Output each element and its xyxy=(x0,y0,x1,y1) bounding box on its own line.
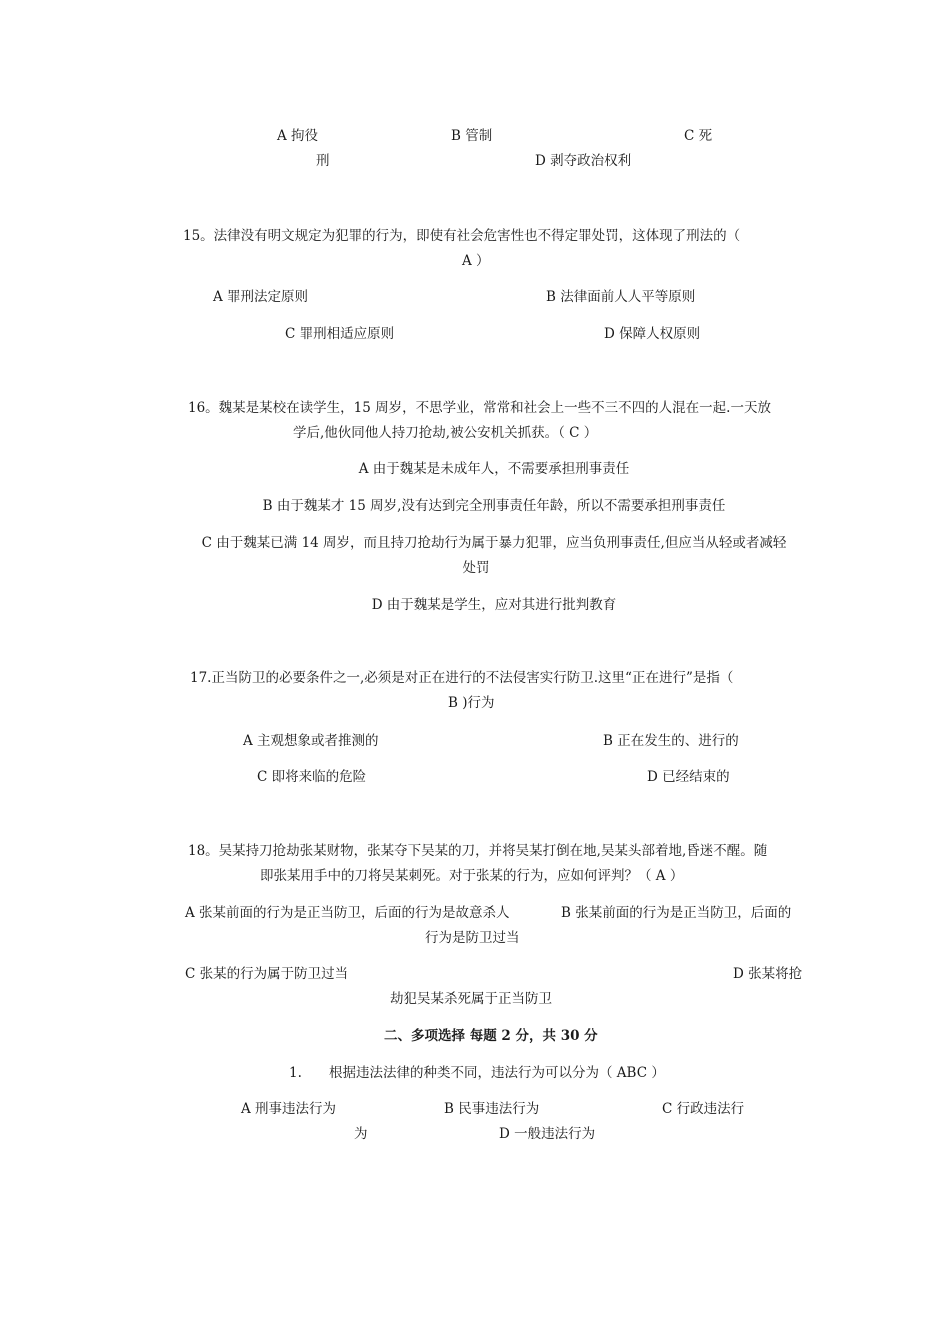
q18-option-d: D 张某将抢 xyxy=(733,966,803,982)
q16-stem-cont: 学后,他伙同他人持刀抢劫,被公安机关抓获。（ C ） xyxy=(293,425,598,441)
q16-option-c-cont: 处罚 xyxy=(462,560,490,576)
q14-option-b: B 管制 xyxy=(451,128,493,144)
section-heading-multiple-choice: 二、多项选择 每题 2 分，共 30 分 xyxy=(384,1028,598,1044)
q17-option-a: A 主观想象或者推测的 xyxy=(243,733,379,749)
q14-option-c: C 死 xyxy=(684,128,713,144)
q15-option-c: C 罪刑相适应原则 xyxy=(285,326,395,342)
q18-option-b: B 张某前面的行为是正当防卫，后面的 xyxy=(561,905,792,921)
mq1-option-d: D 一般违法行为 xyxy=(499,1126,596,1142)
q17-stem: 17.正当防卫的必要条件之一,必须是对正在进行的不法侵害实行防卫.这里“正在进行”是指（ xyxy=(190,670,734,686)
mq1-option-b: B 民事违法行为 xyxy=(444,1101,540,1117)
mq1-option-c: C 行政违法行 xyxy=(662,1101,745,1117)
mq1-number: 1. xyxy=(289,1065,302,1081)
q17-answer: B )行为 xyxy=(448,695,495,711)
q18-option-b-cont: 行为是防卫过当 xyxy=(425,930,520,946)
q15-option-b: B 法律面前人人平等原则 xyxy=(546,289,696,305)
q18-option-c: C 张某的行为属于防卫过当 xyxy=(185,966,349,982)
q14-option-d: D 剥夺政治权利 xyxy=(535,153,632,169)
q18-option-d-cont: 劫犯吴某杀死属于正当防卫 xyxy=(390,991,552,1007)
q18-stem: 18。吴某持刀抢劫张某财物，张某夺下吴某的刀，并将吴某打倒在地,吴某头部着地,昏迷不醒。随 xyxy=(188,843,768,859)
q16-stem: 16。魏某是某校在读学生，15 周岁，不思学业，常常和社会上一些不三不四的人混在一起.一天放 xyxy=(188,400,771,416)
mq1-stem: 根据违法法律的种类不同，违法行为可以分为（ ABC ） xyxy=(329,1065,665,1081)
mq1-option-a: A 刑事违法行为 xyxy=(241,1101,337,1117)
q17-option-b: B 正在发生的、进行的 xyxy=(603,733,739,749)
q16-option-b: B 由于魏某才 15 周岁,没有达到完全刑事责任年龄，所以不需要承担刑事责任 xyxy=(262,498,726,514)
q15-option-d: D 保障人权原则 xyxy=(604,326,701,342)
q18-stem-cont: 即张某用手中的刀将吴某刺死。对于张某的行为，应如何评判？（ A ） xyxy=(260,868,684,884)
q14-option-a: A 拘役 xyxy=(277,128,319,144)
q14-option-c-cont: 刑 xyxy=(316,153,330,169)
q15-stem: 15。法律没有明文规定为犯罪的行为，即使有社会危害性也不得定罪处罚，这体现了刑法的（ xyxy=(183,228,741,244)
q17-option-d: D 已经结束的 xyxy=(647,769,730,785)
q17-option-c: C 即将来临的危险 xyxy=(257,769,367,785)
q16-option-c: C 由于魏某已满 14 周岁，而且持刀抢劫行为属于暴力犯罪，应当负刑事责任,但应当从轻或者减轻 xyxy=(201,535,787,551)
q16-option-d: D 由于魏某是学生，应对其进行批判教育 xyxy=(371,597,617,613)
q15-answer: A ） xyxy=(462,253,490,269)
q16-option-a: A 由于魏某是未成年人，不需要承担刑事责任 xyxy=(358,461,630,477)
q18-option-a: A 张某前面的行为是正当防卫，后面的行为是故意杀人 xyxy=(185,905,510,921)
q15-option-a: A 罪刑法定原则 xyxy=(213,289,309,305)
mq1-option-c-cont: 为 xyxy=(354,1126,368,1142)
